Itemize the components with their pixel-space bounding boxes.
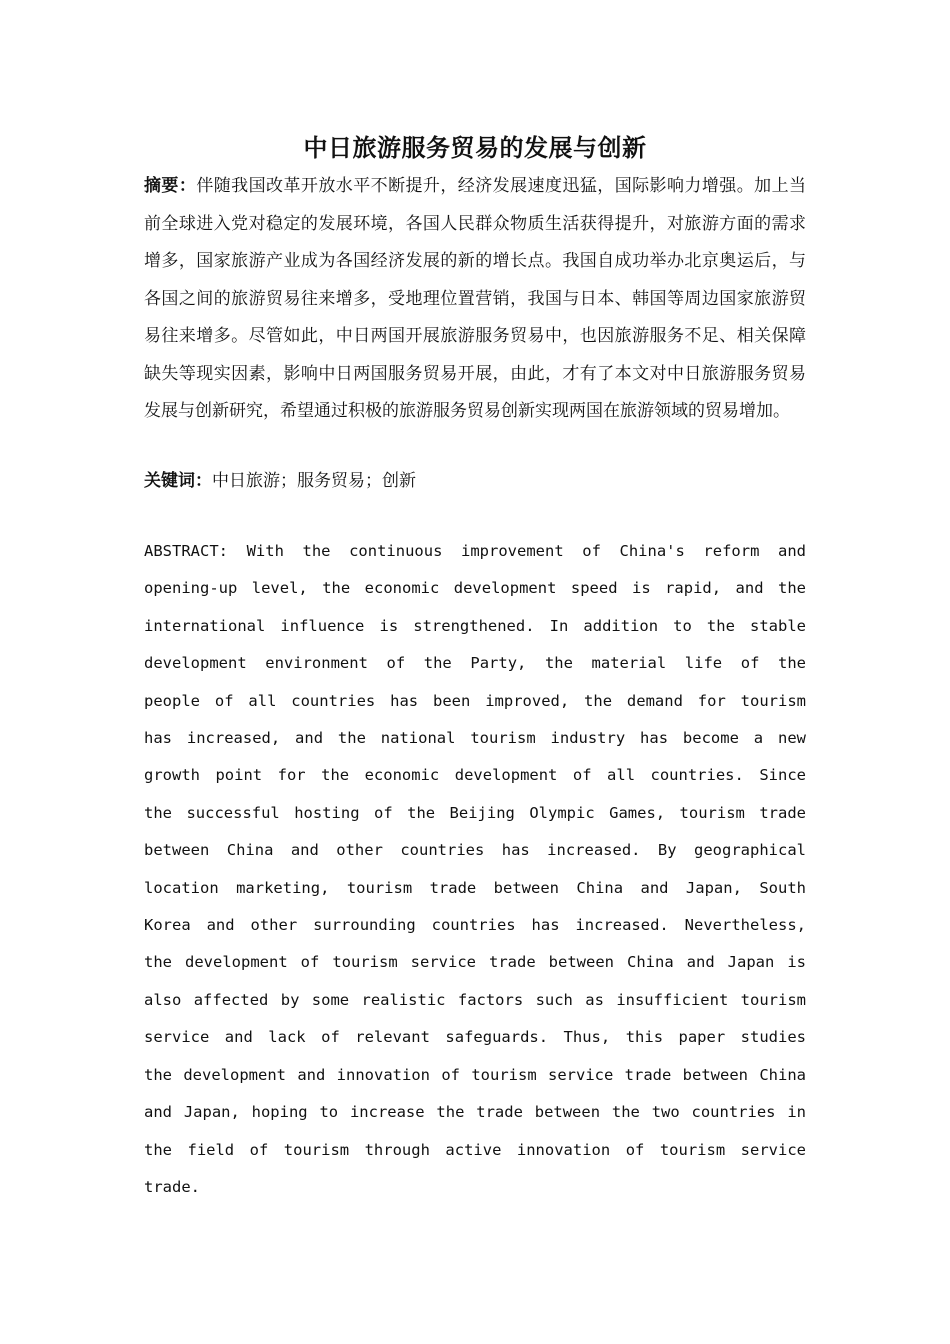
abstract-text: 伴随我国改革开放水平不断提升，经济发展速度迅猛，国际影响力增强。加上当前全球进入党对稳定的发展环境，各国人民群众物质生活获得提升，对旅游方面的需求增多，国家旅游产业成为各国经济发展的新的增长点。我国自成功举办北京奥运后，与各国之间的旅游贸易往来增多，受地理位置营销，我国与日本、韩国等周边国家旅游贸易往来增多。尽管如此，中日两国开展旅游服务贸易中，也因旅游服务不足、相关保障缺失等现实因素，影响中日两国服务贸易开展，由此，才有了本文对中日旅游服务贸易发展与创新研究，希望通过积极的旅游服务贸易创新实现两国在旅游领域的贸易增加。 [144,176,807,421]
keywords-chinese [144,463,806,501]
paper-title: 中日旅游服务贸易的发展与创新 [303,133,647,162]
keywords-text: 中日旅游；服务贸易；创新 [212,471,416,491]
abstract-english: ABSTRACT: With the continuous improvement of China's reform and opening-up level, the economic development speed is rapid, and the international influence is strengthened. In addition to the stable development environment of the Party, the material life of the people of all countries has been improved, the demand for tourism has increased, and the national tourism industry has become a new growth point for the economic development of all countries. Since the successful hosting of the Beijing Olympic Games, tourism trade between China and other countries has increased. By geographical location marketing, tourism trade between China and Japan, South Korea and other surrounding countries has increased. Nevertheless, the development of tourism service trade between China and Japan is also affected by some realistic factors such as insufficient tourism service and lack of relevant safeguards. Thus, this paper studies the development and innovation of tourism service trade between China and Japan, hoping to increase the trade between the two countries in the field of tourism through active innovation of tourism service trade. [144,542,806,1196]
keywords-label: 关键词： [144,471,212,491]
abstract-chinese [144,168,806,431]
abstract-label: 摘要： [144,176,197,196]
